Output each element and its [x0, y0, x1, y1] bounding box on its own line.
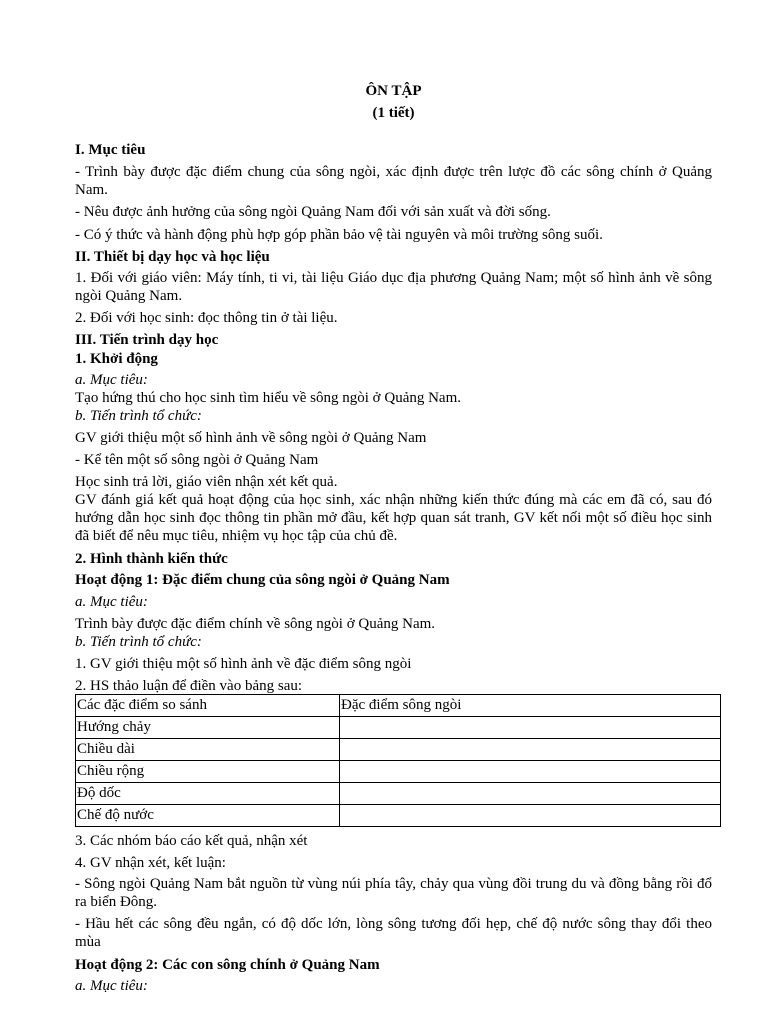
goal-label: a. Mục tiêu: [75, 594, 148, 610]
comparison-table [75, 694, 721, 827]
table-header-cell: Đặc điểm sông ngòi [340, 695, 721, 717]
table-cell [340, 783, 721, 805]
process-line: GV giới thiệu một số hình ảnh về sông ngòi ở Quảng Nam [75, 430, 427, 446]
table-cell [340, 717, 721, 739]
activity2-heading: Hoạt động 2: Các con sông chính ở Quảng Nam [75, 957, 380, 973]
goal-label: a. Mục tiêu: [75, 978, 148, 994]
table-cell: Chiều rộng [76, 761, 340, 783]
table-cell: Chế độ nước [76, 805, 340, 827]
table-header-row [76, 695, 721, 717]
table-row [76, 805, 721, 827]
section-heading-process: III. Tiến trình dạy học [75, 332, 219, 348]
table-row [76, 783, 721, 805]
warmup-summary: GV đánh giá kết quả hoạt động của học sinh, xác nhận những kiến thức đúng mà các em đã có, sau đó hướng dẫn học sinh đọc thông tin phần mở đầu, kết hợp quan sát tranh, GV kết nối một số điều học sinh đã biết để nêu mục tiêu, nhiệm vụ học tập của chủ đề. [75, 492, 712, 544]
process-label: b. Tiến trình tổ chức: [75, 408, 202, 424]
table-cell: Hướng chảy [76, 717, 340, 739]
goal-label: a. Mục tiêu: [75, 372, 148, 388]
activity1-heading: Hoạt động 1: Đặc điểm chung của sông ngòi ở Quảng Nam [75, 572, 450, 588]
step-line: 1. GV giới thiệu một số hình ảnh về đặc điểm sông ngòi [75, 656, 412, 672]
objective-item: - Nêu được ảnh hưởng của sông ngòi Quảng Nam đối với sản xuất và đời sống. [75, 204, 551, 220]
goal-text: Trình bày được đặc điểm chính về sông ngòi ở Quảng Nam. [75, 616, 436, 632]
document-page [75, 0, 712, 1024]
document-subtitle: (1 tiết) [372, 105, 415, 121]
table-cell [340, 739, 721, 761]
part-heading-warmup: 1. Khởi động [75, 351, 158, 367]
goal-text: Tạo hứng thú cho học sinh tìm hiểu về sông ngòi ở Quảng Nam. [75, 390, 462, 406]
table-header-cell: Các đặc điểm so sánh [76, 695, 340, 717]
objective-item: - Trình bày được đặc điểm chung của sông ngòi, xác định được trên lược đồ các sông chính ở Quảng Nam. [75, 164, 712, 198]
equipment-item: 2. Đối với học sinh: đọc thông tin ở tài liệu. [75, 310, 338, 326]
table-row [76, 739, 721, 761]
table-cell: Chiều dài [76, 739, 340, 761]
section-heading-equipment: II. Thiết bị dạy học và học liệu [75, 249, 270, 265]
document-title: ÔN TẬP [365, 83, 422, 99]
step-line: 4. GV nhận xét, kết luận: [75, 855, 226, 871]
conclusion-item: - Hầu hết các sông đều ngắn, có độ dốc lớn, lòng sông tương đối hẹp, chế độ nước sông thay đổi theo mùa [75, 916, 712, 950]
process-line: - Kể tên một số sông ngòi ở Quảng Nam [75, 452, 319, 468]
section-heading-objectives: I. Mục tiêu [75, 142, 146, 158]
step-line: 3. Các nhóm báo cáo kết quả, nhận xét [75, 833, 308, 849]
equipment-item: 1. Đối với giáo viên: Máy tính, ti vi, tài liệu Giáo dục địa phương Quảng Nam; một số hình ảnh về sông ngòi Quảng Nam. [75, 270, 712, 304]
objective-item: - Có ý thức và hành động phù hợp góp phần bảo vệ tài nguyên và môi trường sông suối. [75, 227, 603, 243]
conclusion-item: - Sông ngòi Quảng Nam bắt nguồn từ vùng núi phía tây, chảy qua vùng đồi trung du và đồng bằng rồi đổ ra biển Đông. [75, 876, 712, 910]
table-cell: Độ dốc [76, 783, 340, 805]
table-cell [340, 805, 721, 827]
process-line: Học sinh trả lời, giáo viên nhận xét kết quả. [75, 474, 338, 490]
step-line: 2. HS thảo luận để điền vào bảng sau: [75, 678, 303, 694]
process-label: b. Tiến trình tổ chức: [75, 634, 202, 650]
part-heading-knowledge: 2. Hình thành kiến thức [75, 551, 228, 567]
table-row [76, 761, 721, 783]
table-cell [340, 761, 721, 783]
table-row [76, 717, 721, 739]
